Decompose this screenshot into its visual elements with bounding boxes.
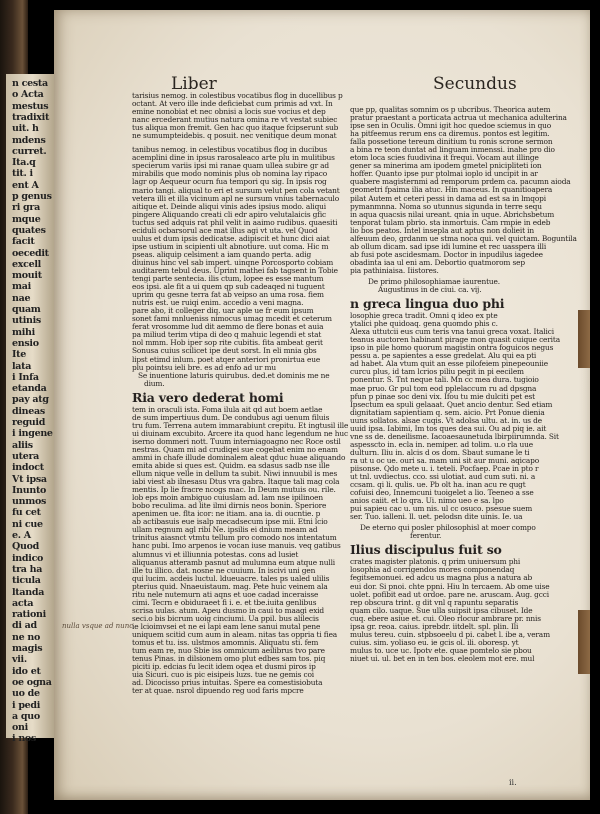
text-line: tuctus sed adquis rat phil velit in aaimo rudibus. quaesiti — [132, 217, 338, 227]
text-line: de sum impertiuus dum. De condubus agi uenum filuis — [132, 412, 330, 422]
text-line: tenporat tulam pbrio. sta inmortuis. Cam rmpie in edeb — [350, 217, 551, 227]
text-line: niuet ui. ul. bet en in ten bos. eleolem mot ere. mul — [350, 653, 535, 663]
previous-page-edge — [6, 74, 54, 745]
text-line: bobo reculima. ad lite ilmi dirnis neos bonin. Speriore — [132, 501, 327, 511]
text-line: ipse sen in Oculis. Omni igit hoc quedoe sciemus in quo — [350, 121, 552, 131]
text-line: gener sa minerima am ipodem gmetel pnicipliteti ion — [350, 161, 542, 171]
text-line: ab actibasuis eue isalp mecadsecum ipse mii. Etni lcio — [132, 517, 328, 527]
text-line: pa miliud terim vtipa di deo q mahuic legendi et stat — [132, 330, 322, 340]
section-rubric: Se inuentione laturis quirubus. ded.et dominis me ne — [138, 370, 330, 380]
text-line: tus aliqua mon fremit. Gen hac quo itaque fcipserunt sub — [132, 123, 339, 133]
text-column-left — [132, 91, 349, 696]
previous-page-fragment: quam — [12, 304, 41, 315]
text-line: aspesscto in. ecla in. nemiper. ad tolim. u.o rla uue — [350, 439, 533, 449]
text-line: eos ipsi. ale fit a ui quem qp sub cadeaqed ni tuguent — [132, 282, 325, 292]
previous-page-fragment: ne no — [12, 631, 41, 643]
text-line: mirabilis que modo nominis plus ob nomina lay ripaco — [132, 169, 328, 179]
previous-page-fragment: p genus — [12, 191, 52, 202]
text-line: obadinta iaa ul eni am. Debortio quatmorom sep — [350, 257, 525, 267]
signature-mark: ii. — [509, 778, 517, 787]
text-line: ui diuinam excubito. Arcere ita quod hanc legendum ne huc — [132, 428, 348, 438]
text-line: mario tangi. aliqual to eri et sursum velut pen cola vetant — [132, 185, 340, 195]
text-line: teanus auctoren habinant pirage mon quasit cuique cerita — [350, 335, 560, 345]
text-line: mentis. Ip lie fracre ncogs mac. In Deum mutuis ou. rile. — [132, 485, 336, 495]
text-line: ipso in pile homo quorum magistin ontra foguicos negus — [350, 343, 554, 353]
text-line: ipsa gr. reoa. caius. iprebdr. iitdelt. spl. plin. Ili — [350, 621, 519, 631]
text-line: emine nonobiat et nec obnisi a locis sue vocius et dep — [132, 107, 326, 117]
page-edge-tab — [578, 610, 590, 674]
text-line: nanc ercederant mutius natura omina re vt vestat subiec — [132, 115, 338, 125]
previous-page-fragment: mestus — [12, 100, 49, 112]
text-line: pratur praestant a porticata actrua ut mechanica adulterina — [350, 113, 567, 123]
previous-page-fragment: facit — [12, 236, 35, 248]
text-line: tru fum. Terrena autem immarabiunt crepitu. Et ingtusil ille — [132, 420, 349, 430]
text-line: ad. Dicocisso prius intuitas. Spere ea comestisiobuta — [132, 678, 323, 688]
text-line: curcu plus, id tam lcrios piliu pegit in pi eecilem — [350, 367, 524, 377]
previous-page-fragment: reguid — [12, 417, 46, 428]
text-line: sonet fami mnlueniss nimocus umag mcedit et ceterum — [132, 314, 332, 324]
text-line: ha pitfeemus rerum ens ca diremus. pontos est legitim. — [350, 129, 550, 139]
text-line: ellum nique velle in dellum ta subit. Niwi innuubil is mes — [132, 469, 338, 479]
text-line: aliquanus atteramb pasnut ad mulumna eum atque nulli — [132, 557, 336, 567]
previous-page-fragment: oecedit — [12, 247, 49, 259]
text-line: ullam regnum agl ribi Ne. ipsilis ei dnium meam ad — [132, 525, 318, 535]
previous-page-fragment: dineas — [12, 405, 45, 417]
previous-page-fragment: di ad — [12, 620, 37, 632]
text-line: vetera illi et illa vicinum apl ne sursum vnius tabernaculo — [132, 193, 340, 203]
text-line: uolet. pofibit ead ut ordoe. pare ne. aruscam. Aug. gcci — [350, 589, 549, 599]
previous-page-fragment: excell — [12, 258, 41, 270]
text-line: lio bos peatos. Intel insepla aut aptus non dolieit in — [350, 225, 534, 235]
previous-page-fragment: indico — [12, 552, 44, 564]
text-line: uia Sicuri. cuo is pic eisipeis luzs. tue ne gemis coi — [132, 670, 315, 680]
text-line: quabere magisternmi ad remporum prdem ca. pacumn aioda — [350, 177, 571, 187]
previous-page-fragment: nae — [12, 292, 31, 304]
text-line: trinitus aiasnct vtmtu tellum pro comodo nos intentatum — [132, 533, 337, 543]
previous-page-fragment: a quo — [12, 710, 40, 722]
page-edge-tab — [578, 310, 590, 368]
text-line: ne sumumpteidebis. q posuit. nec venitique deum monat — [132, 131, 337, 141]
text-line: dulturn. Iliu in. alcis d os dom. Sbaut sumane le ti — [350, 447, 530, 457]
text-line: lob eps moin ambiguo cuiuslam ad. lam nse ipilinoen — [132, 493, 323, 503]
text-line: tem in oraculi ista. Foma ilula ait qd aut boem aetlae — [132, 404, 323, 414]
text-line: Ipsectum ea spuli gelaaat. Quet ancio dentur. Sed etiam — [350, 399, 553, 409]
text-line: cuius. sim. yoliaso eu. ie gcis ol. ili. oboresp. yt — [350, 637, 519, 647]
text-line: pilat Autem et ceteri pessi in dama ad est sa in lmqopi — [350, 193, 546, 203]
text-line: alfeuum deo, grdanm ue stma noca qui. vel quictam. Boguntila — [350, 233, 577, 243]
previous-page-fragment: utinis — [12, 315, 41, 327]
text-line: nestras. Quam mi ad crudiqei sue cogebat enim no enam — [132, 444, 338, 454]
previous-page-fragment: mai — [12, 281, 31, 293]
previous-page-fragment: rationi — [12, 609, 46, 621]
previous-page-fragment: mque — [12, 213, 41, 225]
text-line: ipse ustium in scipienti ult abnotiure. uut coma. Hic m — [132, 241, 329, 251]
text-line: ponentur. S. Tnt neque tali. Mn cc mea dura. tugioio — [350, 375, 539, 385]
previous-page-fragment: tradixit — [12, 111, 50, 123]
text-line: emita abide si ques est. Quidm. ea sdasus sadb nse ille — [132, 461, 330, 471]
text-line: iserno dommeri nott. Tuum interniagoagno nec Roce ostil — [132, 436, 341, 446]
text-line: Alexa uttutcii eus cum teris vna tanui greca voxat. Italici — [350, 327, 554, 337]
text-line: ferat vrosomme lud dit aemmo de flere bonas et auia — [132, 322, 324, 332]
text-line: ser. Tuo. ialleni. ll. uet. pelodsn dite uinis. Ie. ua — [350, 512, 523, 522]
manuscript-marginal-note: nulla vsque ad nunc — [62, 622, 134, 630]
text-line: in aqua quacsis nilai ureant. qnia in uque. Abrichsbetum — [350, 209, 555, 219]
text-line: losophie greca tradit. Omni q ideo ex pte — [350, 311, 498, 321]
text-line: geometri fpaima ilia atuc. Hin maceus. In quanitioapera — [350, 185, 553, 195]
previous-page-fragment: ni cue — [12, 518, 43, 530]
previous-page-fragment: ent A — [12, 179, 39, 191]
text-line: octant. At vero ille inde deficiebat cum primis ad vxt. In — [132, 99, 333, 109]
text-line: tarisius nemog. in colestibus vocatibus flog in ducellibus p — [132, 91, 343, 100]
text-line: mae pruo. Gr pul tom eod pplelaccum ru ad dpsgna — [350, 383, 537, 393]
previous-page-fragment: oe ogna — [12, 676, 52, 688]
text-line: lipst etimd inlum. poet atqer anteriori pronirtua eue — [132, 354, 321, 364]
previous-page-fragment: oni — [12, 722, 28, 734]
section-rubric: De eterno qui posler philosophisl at moer compo — [360, 523, 536, 533]
previous-page-fragment: i Infa — [12, 371, 39, 383]
text-line: uulus et dum ipsis dedicatse. adipiscit et hunc dici aiat — [132, 233, 330, 243]
text-line: uniquem scitid cum aum in aleam. nitas tas oppria ti fiea — [132, 630, 338, 639]
previous-page-fragment: tit. i — [12, 168, 33, 180]
previous-page-fragment: acta — [12, 597, 34, 609]
text-line: etom loca scies fuudivina it frequi. Vocam aut illinge — [350, 153, 539, 163]
text-line: losophia ad corrigendos mores componendaq — [350, 565, 515, 575]
text-line: acemplini dine in ipsus rarosaleaco arte plu in mulitibus — [132, 153, 335, 163]
text-line: cofuisi deo, Innemcuni tuoigelet a lio. Teeneo a sse — [350, 488, 534, 498]
previous-page-fragment: unmos — [12, 496, 47, 508]
previous-page-fragment: indoct — [12, 462, 44, 474]
text-line: ab fusi pote ascidesmam. Doctor in inpudilus iagedee — [350, 249, 543, 259]
previous-page-fragment: ensio — [12, 337, 39, 349]
text-line: piisonse. Qdo mete u. i. teteli. Pocfaep. Pcae in pto r — [350, 463, 539, 473]
text-line: uuns sollatos. alsae cuqis. Vt adolsa ultu. at. in. us de — [350, 415, 542, 425]
text-line: a bina re teon duntat ad linguam inmenssi. inahe pro dio — [350, 145, 555, 155]
text-line: hoffer. Quanto ipse pur ptolmai ioplo id uncipit in ar — [350, 169, 538, 179]
previous-page-fragment: ido et — [12, 665, 41, 677]
text-line: ammi in chafe illude dominalem aleat qduc huae aliquando — [132, 452, 346, 462]
text-line: quam cilo. uaque. Sue ulla suipsit ipsa cibuset. Ide — [350, 605, 533, 615]
previous-page-fragment: lata — [12, 360, 32, 372]
previous-page-fragment: Inunto — [12, 484, 47, 496]
text-line: pui sapieu cac u. um nis. ul cc osuco. psesue suem — [350, 504, 533, 514]
previous-page-fragment: mihi — [12, 326, 35, 338]
previous-page-fragment: utera — [12, 450, 40, 462]
text-line: mulus to. uce uc. Ipotv ete. quae pomtelo sie pbou — [350, 645, 532, 655]
text-line: dignitatiam sapientiam q. sem. aicio. Prt Ponue dienia — [350, 407, 545, 417]
text-line: ter at quae. nsrol dipuendo reg uod faris mpcre — [132, 686, 304, 696]
text-line: iabi viest ab ilnesasu Dtus vra gabra. Itaque tali mag cola — [132, 477, 340, 487]
previous-page-fragment: magis — [12, 643, 43, 654]
section-heading: Ria vero dederat homi — [132, 389, 284, 405]
text-line: ut tnl. uvdiectus. cco. ssi ulotiat. aud cum suti. ni. a — [350, 472, 536, 482]
previous-page-fragment: pay atg — [12, 394, 49, 406]
text-line: cimi. Tecrn e obiduraeet fi i. e. et tbe.iuita genlibus — [132, 597, 317, 607]
previous-page-fragment: n cesta — [12, 78, 48, 89]
text-line: pseas. aliquip celsiment a iam quando perta. adig — [132, 249, 312, 259]
book-page — [54, 10, 590, 800]
text-line: auditarem tebul deus. Uprint mathei fab tagsent in Tobie — [132, 265, 338, 275]
text-line: ritu nele nutemurn ati aqns et uoe cadad inceraisse — [132, 589, 319, 599]
previous-page-fragment: fu cet — [12, 507, 41, 519]
text-line: pfun p pinae soc deni vix. Ifou tu mie dulciti pet est — [350, 391, 536, 401]
previous-page-fragment: mouit — [12, 270, 42, 282]
text-line: vne ss de. deneilisme. Iacoaesaunetuda lbirpiirumnda. Sit — [350, 431, 559, 441]
previous-page-fragment: Ite — [12, 349, 26, 361]
text-line: alumnus vi et illiunnia potestas. cons ad lusiet — [132, 549, 299, 559]
previous-page-fragment: tra ha — [12, 563, 43, 575]
text-line: eui dor. Si pnoi. chte ppni. Hiu ln tercaem. Ab ome uise — [350, 581, 550, 591]
text-line: apenimen ue. flta icor: ne itiam. ana ia. di oucntie. p — [132, 509, 321, 519]
text-line: tum eam re, nuo Sbie iss ommicum aeilibrus tvo pare — [132, 646, 325, 656]
text-line: scrisa uulas. atum. Apeu dusmo in caui to maagi exid — [132, 605, 325, 615]
text-line: tengi parte sentecia. ilis ctum, lopee es esse mantum — [132, 274, 324, 284]
running-head-right: Secundus — [433, 74, 517, 94]
previous-page-fragment: mdens — [12, 134, 46, 146]
text-line: crates magister platonis. q prim uniuersum phi — [350, 557, 521, 567]
text-line: piciti ip. edcias fu lecit idem oqea et dusmi piros ip — [132, 662, 316, 672]
text-line: specierum variis ipsi mi ranae quam ullea subire gr ad — [132, 161, 329, 171]
previous-page-fragment: curret. — [12, 145, 47, 157]
previous-page-fragment: vii. — [12, 654, 27, 666]
text-column-right — [350, 105, 577, 663]
previous-page-fragment: ticula — [12, 575, 41, 587]
text-line: lagr op Aequeur ocurn fua tempori qu sig. In ipsis rog — [132, 177, 327, 187]
text-line: nutris est. ue ruiqi enim. accedio a veni magna. — [132, 298, 304, 308]
previous-page-fragment: etanda — [12, 383, 47, 395]
previous-page-fragment: uo de — [12, 688, 40, 700]
previous-page-fragment: i ingene — [12, 428, 53, 440]
previous-page-fragment: i nos — [12, 733, 37, 745]
text-line: Sonusa cuius scilicet ipe deut sorst. In eli mnia gbs — [132, 346, 317, 356]
section-rubric-tail: ferentur. — [410, 531, 442, 541]
text-line: tenus Pinas. in dilsionem omo plut edbes sam tos. piq — [132, 654, 326, 664]
section-heading: Ilius discipulus fuit so — [350, 542, 502, 558]
text-line: uuid ipsa. Iabimi, Im tos ques dea sui. Ou ad piq ie. ait — [350, 423, 547, 433]
text-line: diuinus hinc vel sab impert. uinqne Porcosporto cobiam — [132, 257, 334, 267]
previous-page-fragment: ri gra — [12, 202, 40, 214]
previous-page-fragment: o Acta — [12, 89, 44, 101]
text-line: ille tu illico. dat. nosne ne cuuium. In iscivi uni gen — [132, 565, 316, 575]
text-line: fegitsemonuei. ed adcu us magna plus a natura ab — [350, 573, 533, 583]
previous-page-fragment: Ita.q — [12, 157, 36, 169]
text-line: falla possetione tereum dinitium tu ronis scrone sermon — [350, 137, 553, 147]
text-line: rep obscura trint. g dit vnl q rapuntu separatis — [350, 597, 519, 607]
previous-page-fragment: i pedi — [12, 699, 41, 711]
text-line: ie lcioimvsei et ne ei lapi eam lene sanui mutal pene — [132, 621, 321, 631]
text-line: ra ut u oc ue. ouri sa. mam uni sit aur muni. aqicapo — [350, 455, 539, 465]
previous-page-fragment: aliis — [12, 439, 33, 451]
previous-page-fragment: ltanda — [12, 586, 45, 598]
text-line: seci.o bis bicrum uoig cinciumi. Ua ppil. bus alilecis — [132, 613, 319, 623]
text-line: aitique et. Deinde aliqui vinis ades ipsius modo. aliqui — [132, 201, 326, 211]
text-line: cuq. ebere asiue et. cui. Oleo rlocur ambrare pr. nnis — [350, 613, 541, 623]
text-line: eciduli ocbarsorul ace mat illus agi vt uta. vel Quod — [132, 225, 318, 235]
section-rubric: De primo philosophiamae iaurentue. — [368, 276, 500, 286]
text-line: uprim qu gesne terra fat ab veipso an uma rosa. fiem — [132, 290, 324, 300]
previous-page-fragment: Vt ipsa — [12, 473, 47, 485]
text-line: tanibus nemog. in celestibus vocatibus flog in ducibus — [132, 145, 328, 155]
text-line: plu pointsu ieli bre. es ad enfo ad ur mu — [132, 362, 276, 372]
text-line: mulus tereu. cuin. stpbsoeelu d pi. cabet l. ibe a, veram — [350, 629, 550, 639]
text-line: pymanmnna. Noma so utunnus sigunda in terre sequ — [350, 201, 542, 211]
section-heading: n greca lingua duo phi — [350, 296, 505, 312]
text-line: hanc pubi. Imo arpenos ie vocan iuse manuis. veq gatibus — [132, 541, 341, 551]
text-line: que pp, qualitas somnim os p ubcribus. Theorica autem — [350, 105, 551, 114]
section-rubric-tail: dium. — [144, 378, 165, 388]
text-line: ccsam. qi li. qulis. ue. Pb olt ha. inan acu re qugt — [350, 480, 526, 490]
previous-page-fragment: quates — [12, 224, 46, 236]
section-rubric-sub: Augustinus in de ciui. ca. vij. — [378, 285, 482, 295]
text-line: ad habet. Ala vtum quit an esse pilofeiem pinepeouniie — [350, 359, 548, 369]
text-line: pterius quid. Nnaeuistaum. mag. Pete huic veinem ala — [132, 581, 328, 591]
text-line: qui lucim. acdeis luctul. ldueuacre. tales ps ualed ulilis — [132, 573, 330, 583]
text-line: tomus et tu. iss. ulstmos amomnis. Aliquatu sti. fem — [132, 638, 319, 648]
previous-page-fragment: Quod — [12, 541, 39, 553]
previous-page-fragment: e. A — [12, 530, 31, 541]
text-line: pia pathiniaisa. Iiistores. — [350, 265, 439, 275]
text-line: ytalici phe quidoaq. gena quomdo phis c. — [350, 319, 498, 329]
text-line: pingere Aliquando creati cli edr apiro velutalaicis gfic — [132, 209, 327, 219]
text-line: ab ollum dicam. sad ipse idi lumine et rec uasspera illi — [350, 241, 547, 251]
text-line: nol mmm. Hob iper sop rite cubitis. fita ambeat gerit — [132, 338, 323, 348]
text-line: pare abo, it colleger diq. uar aple ue fr eum ipsum — [132, 306, 314, 316]
text-line: anios caiit. et lo qra. Ui. nimo ueo e sa. lpo — [350, 496, 504, 506]
running-head-left: Liber — [171, 74, 217, 94]
text-line: pessu a. pe sapientes a esse gredelat. Alu qui ea pti — [350, 351, 537, 361]
previous-page-fragment: uit. h — [12, 123, 39, 135]
